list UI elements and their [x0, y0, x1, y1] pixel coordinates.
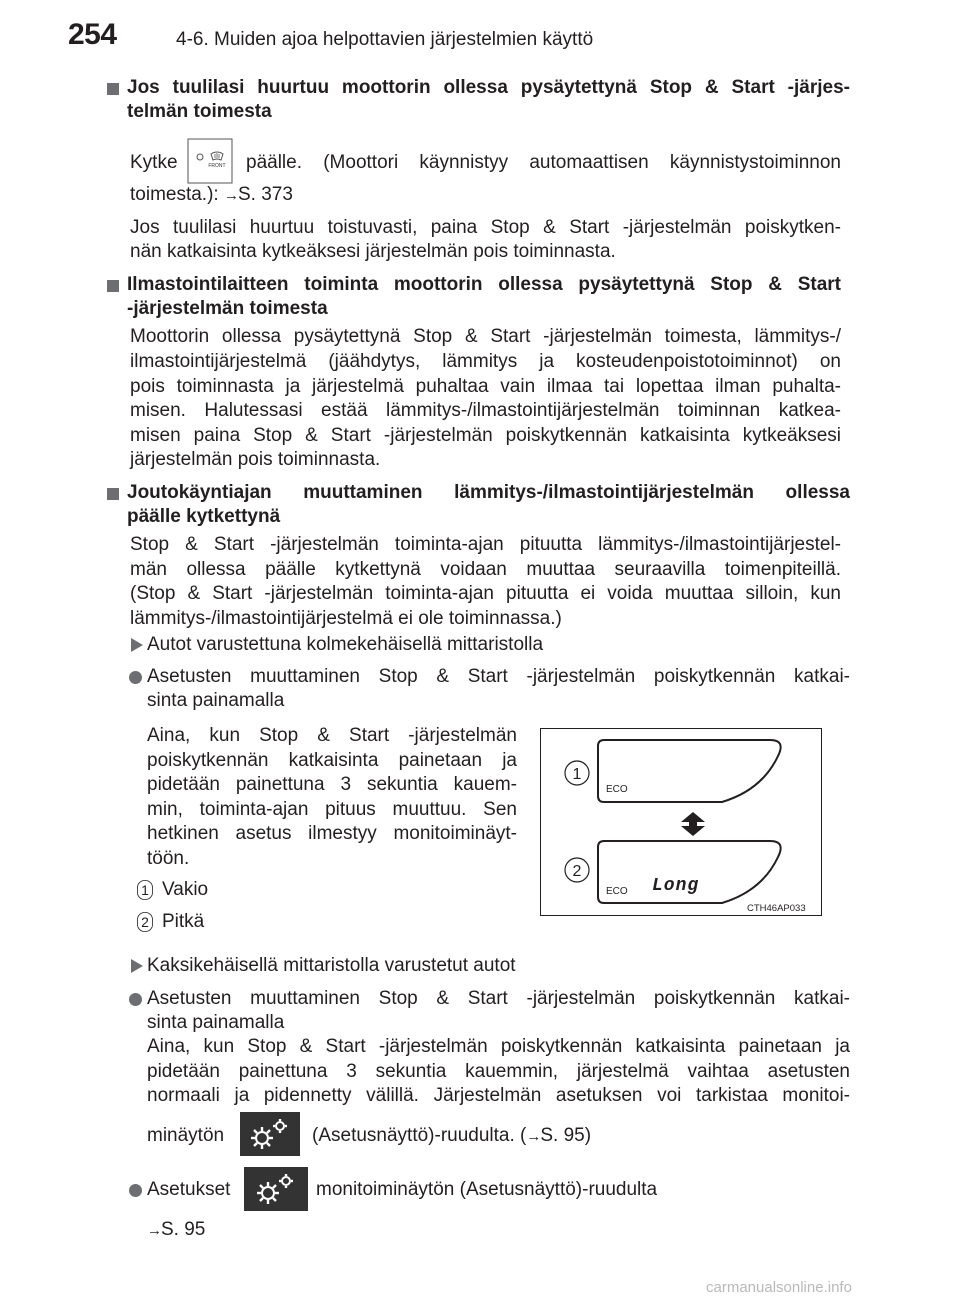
legend-label: Vakio: [162, 879, 209, 900]
bullet2-last-suffix: [312, 1124, 591, 1150]
section2-line: järjestelmän pois toiminnasta.: [130, 449, 381, 470]
bullet-dot-icon: [129, 671, 142, 684]
section-marker: [107, 488, 119, 500]
section1-para2-line1: Jos tuulilasi huurtuu toistuvasti, paina Stop & Start -järjestelmän poiskytken-: [130, 217, 841, 238]
front-defogger-button-icon: [187, 138, 233, 184]
figure-caption-line: töön.: [147, 848, 190, 869]
bullet1-line1: Asetusten muuttaminen Stop & Start -järjestelmän poiskytkennän katkai-: [147, 666, 850, 687]
legend-label: Pitkä: [162, 911, 205, 932]
bullet2-line: Asetusten muuttaminen Stop & Start -järjestelmän poiskytkennän katkai-: [147, 988, 850, 1009]
bullet2-line: normaali ja pidennetty välillä. Järjestelmän asetuksen voi tarkistaa monitoi-: [147, 1085, 850, 1106]
chapter-title: 4-6. Muiden ajoa helpottavien järjestelmien käyttö: [176, 29, 594, 50]
page-ref-arrow-icon: →: [526, 1128, 541, 1145]
figure-code: CTH46AP033: [747, 903, 806, 914]
section2-line: pois toiminnasta ja järjestelmä puhaltaa vain ilmaa tai lopettaa ilman puhalta-: [130, 376, 841, 397]
page-ref-link[interactable]: S. 95: [161, 1219, 206, 1240]
page-ref-arrow-icon: →: [147, 1222, 161, 1239]
eco-indicator: ECO: [606, 784, 628, 795]
bullet2-last-suffix-text: (Asetusnäyttö)-ruudulta. (: [312, 1125, 527, 1146]
settings-gear-icon: [244, 1167, 308, 1211]
section2-line: misen paina Stop & Start -järjestelmän poiskytkennän katkaisinta kytkeäksesi: [130, 425, 841, 446]
callout-1-num: 1: [572, 766, 582, 783]
legend-num: 1: [141, 882, 149, 898]
bullet3-ref: [147, 1218, 205, 1244]
section3-line: lämmitys-/ilmastointijärjestelmä ei ole toiminnassa.): [130, 608, 562, 629]
page-ref-link[interactable]: S. 95): [540, 1125, 592, 1146]
bullet2-line: Aina, kun Stop & Start -järjestelmän poiskytkennän katkaisinta painetaan ja: [147, 1036, 850, 1057]
subsection-triangle-icon: [131, 638, 143, 652]
section3-heading-line1: Joutokäyntiajan muuttaminen lämmitys-/ilmastointijärjestelmän ollessa: [127, 482, 850, 503]
figure-caption-line: hetkinen asetus ilmestyy monitoiminäyt-: [147, 823, 517, 844]
legend-number-2-icon: [137, 912, 153, 932]
section1-text-line2-main: toimesta.):: [130, 184, 219, 205]
display-long-text: Long: [652, 876, 700, 896]
watermark: carmanualsonline.info: [706, 1279, 852, 1296]
section2-heading-line2: -järjestelmän toimesta: [127, 298, 328, 319]
page-ref-arrow-icon: →: [223, 187, 238, 204]
bullet2-line: pidetään painettuna 3 sekuntia kauemmin, järjestelmä vaihtaa asetusten: [147, 1061, 850, 1082]
multi-information-display-figure: [540, 728, 822, 916]
bullet-dot-icon: [129, 993, 142, 1006]
settings-gear-icon: [240, 1112, 300, 1156]
section2-line: Moottorin ollessa pysäytettynä Stop & Start -järjestelmän toimesta, lämmitys-/: [130, 326, 841, 347]
bullet3-prefix: Asetukset: [147, 1179, 231, 1200]
defog-icon-label: FRONT: [208, 163, 226, 169]
bullet-dot-icon: [129, 1184, 142, 1197]
section1-para2-line2: nän katkaisinta kytkeäksesi järjestelmän pois toiminnasta.: [130, 241, 616, 262]
section2-heading-line1: Ilmastointilaitteen toiminta moottorin ollessa pysäytettynä Stop & Start: [127, 274, 841, 295]
page-ref-link[interactable]: S. 373: [237, 184, 293, 205]
section3-line: (Stop & Start -järjestelmän toiminta-ajan pituutta ei voida muuttaa silloin, kun: [130, 583, 841, 604]
legend-number-1-icon: [137, 880, 153, 900]
section2-line: ilmastointijärjestelmä (jäähdytys, lämmitys ja kosteudenpoistotoiminnot) on: [130, 351, 841, 372]
section3-line: Stop & Start -järjestelmän toiminta-ajan pituutta lämmitys-/ilmastointijärjestel-: [130, 534, 841, 555]
section1-text-suffix: päälle. (Moottori käynnistyy automaattisen käynnistystoiminnon: [246, 152, 841, 173]
bullet3-suffix: monitoiminäytön (Asetusnäyttö)-ruudulta: [316, 1179, 658, 1200]
figure-caption-line: pidetään painettuna 3 sekuntia kauem-: [147, 774, 517, 795]
section3-line: män ollessa päälle kytkettynä voidaan muuttaa seuraavilla toimenpiteillä.: [130, 559, 841, 580]
bullet2-line: sinta painamalla: [147, 1012, 285, 1033]
eco-indicator: ECO: [606, 886, 628, 897]
page-number: 254: [68, 18, 117, 51]
section-marker: [107, 83, 119, 95]
section3-heading-line2: päälle kytkettynä: [127, 506, 281, 527]
section1-text-prefix: Kytke: [130, 152, 178, 173]
figure-caption-line: min, toiminta-ajan pituus muuttuu. Sen: [147, 799, 517, 820]
section-marker: [107, 280, 119, 292]
subsection2-title: Kaksikehäisellä mittaristolla varustetut autot: [147, 955, 516, 976]
subsection-triangle-icon: [131, 959, 143, 973]
section1-text-line2: [130, 183, 293, 209]
legend-num: 2: [141, 914, 149, 930]
bullet1-line2: sinta painamalla: [147, 690, 285, 711]
section2-line: misen. Halutessasi estää lämmitys-/ilmastointijärjestelmän toiminnan katkea-: [130, 400, 841, 421]
subsection1-title: Autot varustettuna kolmekehäisellä mittaristolla: [147, 634, 544, 655]
section1-heading-line1: Jos tuulilasi huurtuu moottorin ollessa pysäytettynä Stop & Start -järjes-: [127, 77, 850, 98]
bullet2-last-prefix: minäytön: [147, 1125, 225, 1146]
figure-caption-line: Aina, kun Stop & Start -järjestelmän: [147, 725, 517, 746]
figure-caption-line: poiskytkennän katkaisinta painetaan ja: [147, 750, 517, 771]
callout-2-num: 2: [572, 863, 582, 880]
section1-heading-line2: telmän toimesta: [127, 101, 272, 122]
